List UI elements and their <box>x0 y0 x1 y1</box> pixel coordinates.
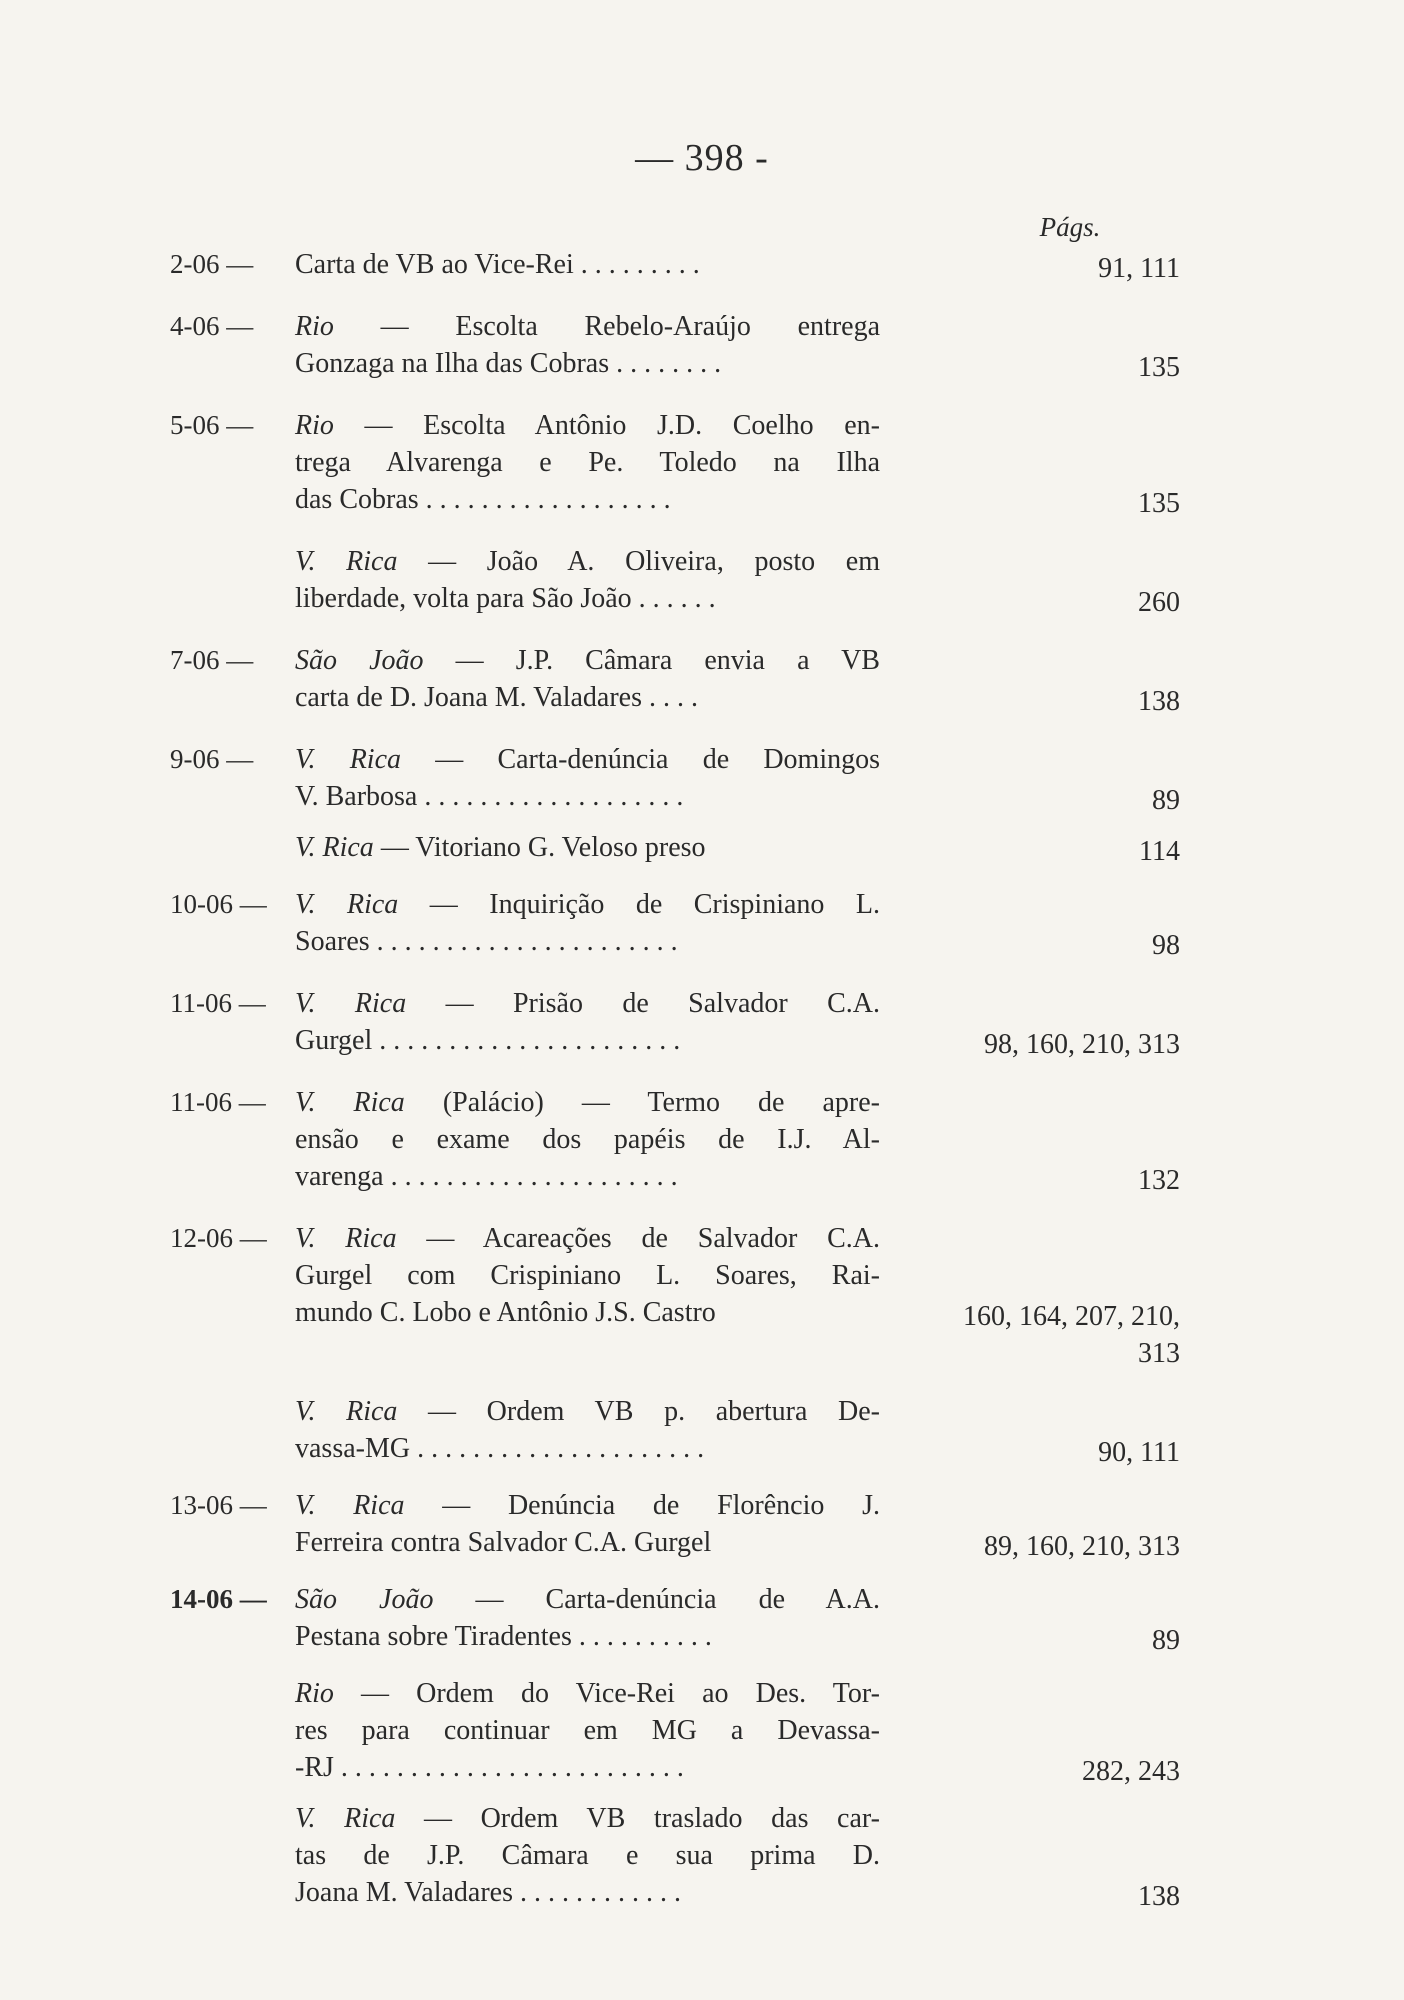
entry-line <box>295 407 880 444</box>
entry-line-text: — Escolta Rebelo-Araújo entrega <box>333 311 880 342</box>
chronology-entry <box>0 1220 1404 1368</box>
entry-line-text: — Vitoriano G. Veloso preso <box>373 832 706 863</box>
entry-date: 10-06 — <box>170 889 267 919</box>
entry-line <box>295 679 880 716</box>
entry-line <box>295 886 880 923</box>
entry-pages: 98 <box>1152 930 1180 961</box>
entry-place: Rio <box>295 311 334 342</box>
entry-line <box>295 1158 880 1195</box>
entry-line-text: — Carta-denúncia de A.A. <box>433 1584 880 1615</box>
chronology-entry <box>0 886 1404 960</box>
entry-date: 11-06 — <box>170 988 266 1018</box>
entry-line-text: Ferreira contra Salvador C.A. Gurgel <box>295 1527 712 1558</box>
entry-line-text: — Carta-denúncia de Domingos <box>401 744 881 775</box>
entry-line <box>295 246 880 283</box>
entry-place: V. Rica <box>295 744 402 775</box>
chronology-entry <box>0 985 1404 1059</box>
entry-line-text: — J.P. Câmara envia a VB <box>423 645 880 676</box>
entry-place: V. Rica <box>295 1223 397 1254</box>
entry-line-text: carta de D. Joana M. Valadares . . . . <box>295 682 699 713</box>
entry-pages: 90, 111 <box>1098 1437 1180 1468</box>
entry-line-text: -RJ . . . . . . . . . . . . . . . . . . . . . . . . . <box>295 1752 684 1783</box>
entry-description <box>295 1800 880 1911</box>
entry-description <box>295 985 880 1059</box>
entry-pages: 89 <box>1152 1625 1180 1656</box>
entry-date: 14-06 — <box>170 1584 267 1614</box>
entry-line-text: ensão e exame dos papéis de I.J. Al- <box>295 1124 880 1155</box>
entry-pages: 282, 243 <box>1082 1756 1180 1787</box>
entry-line <box>295 778 880 815</box>
entry-line <box>295 1712 880 1749</box>
entry-line-text: vassa-MG . . . . . . . . . . . . . . . . . . . . . <box>295 1433 705 1464</box>
entry-description <box>295 308 880 382</box>
entry-description <box>295 886 880 960</box>
entry-pages: 135 <box>1138 488 1180 519</box>
chronology-entry <box>0 1084 1404 1195</box>
entry-line-text: varenga . . . . . . . . . . . . . . . . . . . . . <box>295 1161 678 1192</box>
chronology-entry <box>0 543 1404 617</box>
entry-line <box>295 1121 880 1158</box>
entry-line-text: — Ordem VB p. abertura De- <box>397 1396 881 1427</box>
page-number: — 398 - <box>635 137 769 179</box>
entry-line <box>295 1837 880 1874</box>
entry-line <box>295 1220 880 1257</box>
entry-description <box>295 1220 880 1368</box>
entry-description <box>295 1675 880 1786</box>
entry-line <box>295 923 880 960</box>
chronology-entry <box>0 829 1404 866</box>
entry-place: V. Rica <box>295 832 374 863</box>
entry-line <box>295 1675 880 1712</box>
entry-line-text: mundo C. Lobo e Antônio J.S. Castro <box>295 1297 716 1328</box>
entry-line <box>295 1581 880 1618</box>
entry-line <box>295 1022 880 1059</box>
entry-line-text: tas de J.P. Câmara e sua prima D. <box>295 1840 880 1871</box>
entry-line-text: — Escolta Antônio J.D. Coelho en- <box>333 410 880 441</box>
entry-pages: 135 <box>1138 352 1180 383</box>
entry-line <box>295 543 880 580</box>
entry-line <box>295 642 880 679</box>
entry-pages: 138 <box>1138 1881 1180 1912</box>
chronology-entry <box>0 1675 1404 1786</box>
entry-line-text: — Denúncia de Florêncio J. <box>404 1490 880 1521</box>
pages-column-header: Págs. <box>1039 212 1101 242</box>
entry-line-text: trega Alvarenga e Pe. Toledo na Ilha <box>295 447 880 478</box>
entry-line-text: — Acareações de Salvador C.A. <box>396 1223 880 1254</box>
entry-line-text: — Prisão de Salvador C.A. <box>406 988 880 1019</box>
chronology-entries <box>0 246 1404 1911</box>
entry-place: São João <box>295 1584 434 1615</box>
entry-date: 5-06 — <box>170 410 254 440</box>
entry-pages: 132 <box>1138 1165 1180 1196</box>
entry-description <box>295 1487 880 1561</box>
entry-date: 7-06 — <box>170 645 254 675</box>
entry-date: 13-06 — <box>170 1490 267 1520</box>
entry-description <box>295 741 880 815</box>
entry-place: Rio <box>295 410 334 441</box>
entry-line <box>295 1393 880 1430</box>
entry-place: Rio <box>295 1678 334 1709</box>
entry-description <box>295 1393 880 1467</box>
chronology-entry <box>0 246 1404 283</box>
chronology-entry <box>0 407 1404 518</box>
entry-place: V. Rica <box>295 1396 398 1427</box>
entry-description <box>295 407 880 518</box>
entry-line <box>295 741 880 778</box>
entry-line-text: (Palácio) — Termo de apre- <box>404 1087 880 1118</box>
entry-line-text: Carta de VB ao Vice-Rei . . . . . . . . . <box>295 249 700 280</box>
entry-line <box>295 308 880 345</box>
entry-pages-continued: 313 <box>1138 1338 1180 1369</box>
entry-line <box>295 1487 880 1524</box>
entry-line <box>295 1257 880 1294</box>
entry-line-text: Joana M. Valadares . . . . . . . . . . . . <box>295 1877 681 1908</box>
entry-line <box>295 1524 880 1561</box>
entry-place: V. Rica <box>295 1490 405 1521</box>
chronology-entry <box>0 741 1404 815</box>
entry-place: V. Rica <box>295 546 398 577</box>
chronology-entry <box>0 1393 1404 1467</box>
entry-line-text: Gurgel . . . . . . . . . . . . . . . . . . . . . . <box>295 1025 681 1056</box>
entry-line-text: das Cobras . . . . . . . . . . . . . . . . . . <box>295 484 671 515</box>
entry-line <box>295 1749 880 1786</box>
entry-pages: 89, 160, 210, 313 <box>984 1531 1180 1562</box>
entry-date: 12-06 — <box>170 1223 267 1253</box>
entry-line-text: Soares . . . . . . . . . . . . . . . . . . . . . . <box>295 926 678 957</box>
entry-place: V. Rica <box>295 988 407 1019</box>
entry-line <box>295 1800 880 1837</box>
entry-line-text: liberdade, volta para São João . . . . . . <box>295 583 716 614</box>
entry-line <box>295 1874 880 1911</box>
entry-date: 11-06 — <box>170 1087 266 1117</box>
entry-pages: 160, 164, 207, 210, <box>963 1301 1180 1332</box>
entry-line-text: Pestana sobre Tiradentes . . . . . . . . . . <box>295 1621 712 1652</box>
entry-date: 2-06 — <box>170 249 254 279</box>
entry-line-text: — Inquirição de Crispiniano L. <box>398 889 880 920</box>
entry-pages: 98, 160, 210, 313 <box>984 1029 1180 1060</box>
entry-line-text: — Ordem VB traslado das car- <box>395 1803 881 1834</box>
chronology-entry <box>0 1581 1404 1655</box>
entry-date: 9-06 — <box>170 744 254 774</box>
entry-line-text: res para continuar em MG a Devassa- <box>295 1715 880 1746</box>
entry-line <box>295 1084 880 1121</box>
entry-line <box>295 1294 880 1331</box>
entry-place: V. Rica <box>295 1803 396 1834</box>
entry-description <box>295 829 880 866</box>
entry-pages: 114 <box>1139 836 1180 867</box>
entry-line-text: Gurgel com Crispiniano L. Soares, Rai- <box>295 1260 880 1291</box>
chronology-entry <box>0 308 1404 382</box>
entry-line <box>295 481 880 518</box>
entry-description <box>295 642 880 716</box>
entry-line <box>295 345 880 382</box>
entry-description <box>295 1084 880 1195</box>
entry-line-text: — Ordem do Vice-Rei ao Des. Tor- <box>333 1678 880 1709</box>
entry-description <box>295 246 880 283</box>
entry-pages: 89 <box>1152 785 1180 816</box>
entry-description <box>295 543 880 617</box>
entry-line <box>295 580 880 617</box>
entry-line <box>295 829 880 866</box>
entry-pages: 260 <box>1138 587 1180 618</box>
entry-line <box>295 1618 880 1655</box>
entry-place: V. Rica <box>295 889 399 920</box>
entry-line-text: V. Barbosa . . . . . . . . . . . . . . . . . . . <box>295 781 684 812</box>
chronology-entry <box>0 1487 1404 1561</box>
entry-line <box>295 985 880 1022</box>
entry-line-text: — João A. Oliveira, posto em <box>397 546 881 577</box>
entry-line-text: Gonzaga na Ilha das Cobras . . . . . . . . <box>295 348 722 379</box>
entry-place: São João <box>295 645 424 676</box>
entry-line <box>295 444 880 481</box>
entry-line <box>295 1430 880 1467</box>
entry-date: 4-06 — <box>170 311 254 341</box>
chronology-entry <box>0 642 1404 716</box>
entry-pages: 138 <box>1138 686 1180 717</box>
entry-description <box>295 1581 880 1655</box>
entry-pages: 91, 111 <box>1098 253 1180 284</box>
chronology-entry <box>0 1800 1404 1911</box>
entry-place: V. Rica <box>295 1087 405 1118</box>
